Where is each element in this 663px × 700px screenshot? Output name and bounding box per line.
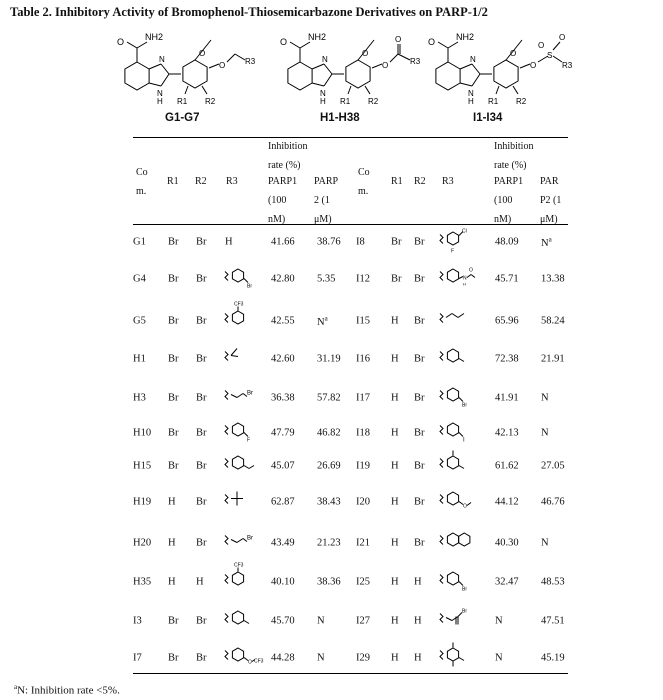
parp1-value-right: 61.62 (495, 460, 519, 472)
svg-text:O: O (469, 267, 473, 274)
compound-id-left: H19 (133, 496, 152, 508)
svg-text:O: O (463, 503, 467, 510)
svg-text:CF3: CF3 (254, 658, 264, 665)
header-parp2-right: PAR P2 (1 μM) (540, 176, 562, 225)
bromopropyl-icon (223, 383, 263, 414)
parp1-value-left: 44.28 (271, 652, 295, 664)
svg-text:O: O (559, 33, 566, 42)
r1-left: Br (168, 236, 179, 248)
header-compound-left: Co m. (136, 167, 148, 197)
parp2-value-left: 57.82 (317, 392, 341, 404)
svg-text:CF3: CF3 (234, 562, 244, 569)
parp1-value-left: 36.38 (271, 392, 295, 404)
svg-text:H: H (468, 97, 474, 106)
propyl-chain-icon (438, 306, 478, 337)
parp1-value-right: N (495, 652, 503, 664)
compound-id-right: I17 (356, 392, 370, 404)
parp1-value-left: 41.66 (271, 236, 295, 248)
r1-left: Br (168, 652, 179, 664)
compound-id-right: I8 (356, 236, 365, 248)
parp2-value-right: N (541, 427, 549, 439)
parp1-value-right: 42.13 (495, 427, 519, 439)
svg-text:N: N (322, 55, 328, 64)
acetamidophenyl-icon (438, 264, 478, 295)
parp2-value-left: 38.76 (317, 236, 341, 248)
scaffold-label-1: G1-G7 (165, 112, 200, 124)
parp2-value-left: 38.36 (317, 576, 341, 588)
svg-text:N: N (320, 89, 326, 98)
svg-text:S: S (547, 51, 553, 60)
svg-text:Br: Br (462, 608, 467, 615)
parp1-value-right: 44.12 (495, 496, 519, 508)
parp1-value-right: 32.47 (495, 576, 519, 588)
compound-id-right: I29 (356, 652, 370, 664)
tolyl-icon (438, 344, 478, 375)
parp1-value-right: 48.09 (495, 236, 519, 248)
table-caption: Table 2. Inhibitory Activity of Bromophenol-Thiosemicarbazone Derivatives on PARP-1/2 (10, 5, 488, 19)
r2-left: Br (196, 615, 207, 627)
trifluoromethylphenyl-icon (223, 301, 263, 337)
svg-text:O: O (219, 61, 226, 70)
parp1-value-right: 72.38 (495, 353, 519, 365)
bromophenyl-icon (223, 264, 263, 295)
svg-text:O: O (395, 35, 402, 44)
header-compound-right: Co m. (358, 167, 370, 197)
parp1-value-right: 41.91 (495, 392, 519, 404)
svg-text:O: O (382, 61, 389, 70)
r2-left: Br (196, 315, 207, 327)
parp2-value-right: 46.76 (541, 496, 565, 508)
r1-left: Br (168, 460, 179, 472)
svg-text:O: O (362, 49, 369, 58)
svg-text:Br: Br (247, 283, 252, 290)
svg-text:R2: R2 (205, 97, 216, 106)
header-inhibition-left: Inhibition rate (%) (268, 141, 308, 171)
parp1-value-left: 42.80 (271, 273, 295, 285)
header-parp1-right: PARP1 (100 nM) (494, 176, 524, 225)
compound-id-left: H20 (133, 537, 152, 549)
r1-right: Br (391, 236, 402, 248)
compound-id-left: G4 (133, 273, 146, 285)
compound-id-right: I19 (356, 460, 370, 472)
bromopropenyl-icon (438, 606, 478, 637)
r2-right: H (414, 615, 422, 627)
parp2-value-right: 21.91 (541, 353, 565, 365)
r2-right: H (414, 652, 422, 664)
r1-left: Br (168, 273, 179, 285)
compound-id-left: G5 (133, 315, 146, 327)
chloro-fluoro-phenyl-icon (438, 227, 478, 258)
svg-text:O: O (117, 37, 125, 47)
r1-right: H (391, 353, 399, 365)
parp2-value-right: N (541, 392, 549, 404)
r1-right: H (391, 652, 399, 664)
svg-text:R3: R3 (562, 61, 573, 70)
compound-id-right: I25 (356, 576, 370, 588)
svg-text:O: O (428, 37, 436, 47)
methoxyphenyl-icon (438, 487, 478, 518)
svg-text:Br: Br (247, 390, 253, 397)
svg-text:Br: Br (462, 402, 467, 409)
compound-id-right: I27 (356, 615, 370, 627)
svg-text:NH2: NH2 (145, 32, 164, 42)
parp2-value-left: $N^a$ (317, 314, 328, 328)
r1-right: H (391, 537, 399, 549)
r2-right: Br (414, 537, 425, 549)
r2-right: Br (414, 273, 425, 285)
parp2-value-right: 13.38 (541, 273, 565, 285)
header-parp2-left: PARP 2 (1 μM) (314, 176, 339, 225)
parp1-value-left: 43.49 (271, 537, 295, 549)
svg-text:O: O (199, 49, 206, 58)
trifluoromethoxyphenyl-icon (223, 643, 263, 674)
svg-text:N: N (463, 275, 467, 282)
svg-text:R2: R2 (516, 97, 527, 106)
r2-left: Br (196, 496, 207, 508)
compound-id-left: H1 (133, 353, 146, 365)
r1-right: H (391, 460, 399, 472)
svg-text:O: O (530, 61, 537, 70)
bromopropyl-icon (223, 528, 263, 559)
scaffold-3 (426, 28, 596, 114)
svg-text:H: H (463, 281, 466, 287)
parp1-value-right: N (495, 615, 503, 627)
r2-left: Br (196, 427, 207, 439)
svg-text:H: H (157, 97, 163, 106)
ethylphenyl-icon (223, 451, 263, 482)
svg-text:N: N (470, 55, 476, 64)
naphthyl-icon (438, 528, 478, 559)
r1-right: Br (391, 273, 402, 285)
tert-butyl-icon (223, 487, 263, 518)
parp2-value-right: 47.51 (541, 615, 565, 627)
scaffold-2 (278, 28, 448, 114)
r3-left: H (225, 236, 233, 248)
compound-id-right: I20 (356, 496, 370, 508)
r2-right: Br (414, 353, 425, 365)
svg-text:R3: R3 (245, 57, 256, 66)
r2-right: Br (414, 460, 425, 472)
r1-left: Br (168, 615, 179, 627)
header-r2-right: R2 (414, 176, 426, 187)
r2-right: Br (414, 236, 425, 248)
r1-right: H (391, 315, 399, 327)
compound-id-left: H35 (133, 576, 152, 588)
r2-left: Br (196, 537, 207, 549)
parp2-value-right: N (541, 537, 549, 549)
parp2-value-left: N (317, 652, 325, 664)
svg-text:O: O (248, 659, 252, 666)
scaffold-label-2: H1-H38 (320, 112, 360, 124)
svg-text:CF3: CF3 (234, 301, 244, 308)
compound-id-left: G1 (133, 236, 146, 248)
parp1-value-left: 42.60 (271, 353, 295, 365)
r1-right: H (391, 496, 399, 508)
header-parp1-left: PARP1 (100 nM) (268, 176, 298, 225)
parp1-value-left: 47.79 (271, 427, 295, 439)
dimethylphenyl-icon (438, 451, 478, 482)
parp1-value-right: 65.96 (495, 315, 519, 327)
parp2-value-right: 45.19 (541, 652, 565, 664)
svg-text:NH2: NH2 (308, 32, 327, 42)
svg-text:Cl: Cl (462, 228, 467, 235)
svg-text:O: O (510, 49, 517, 58)
r1-left: Br (168, 353, 179, 365)
r2-right: H (414, 576, 422, 588)
header-r1-right: R1 (391, 176, 403, 187)
svg-text:N: N (159, 55, 165, 64)
r1-right: H (391, 427, 399, 439)
parp2-value-right: 48.53 (541, 576, 565, 588)
svg-text:Br: Br (462, 586, 467, 593)
svg-text:R1: R1 (488, 97, 499, 106)
compound-id-left: H15 (133, 460, 152, 472)
parp1-value-left: 62.87 (271, 496, 295, 508)
r1-right: H (391, 615, 399, 627)
r1-right: H (391, 576, 399, 588)
svg-text:R2: R2 (368, 97, 379, 106)
svg-text:R3: R3 (410, 57, 421, 66)
compound-id-left: I3 (133, 615, 142, 627)
svg-text:NH2: NH2 (456, 32, 475, 42)
svg-text:H: H (320, 97, 326, 106)
r1-left: H (168, 537, 176, 549)
tolyl-icon (223, 606, 263, 637)
r2-right: Br (414, 315, 425, 327)
r2-left: Br (196, 273, 207, 285)
svg-text:N: N (157, 89, 163, 98)
table-bottom-rule (133, 673, 568, 674)
parp2-value-left: 21.23 (317, 537, 341, 549)
svg-text:I: I (463, 437, 465, 444)
header-inhibition-right: Inhibition rate (%) (494, 141, 534, 171)
svg-text:R1: R1 (340, 97, 351, 106)
parp2-value-left: 5.35 (317, 273, 336, 285)
r2-left: H (196, 576, 204, 588)
svg-text:F: F (451, 248, 455, 255)
header-r1-left: R1 (167, 176, 179, 187)
r1-left: Br (168, 315, 179, 327)
parp2-value-left: 31.19 (317, 353, 341, 365)
parp1-value-right: 45.71 (495, 273, 519, 285)
r1-right: H (391, 392, 399, 404)
r1-left: H (168, 576, 176, 588)
r1-left: H (168, 496, 176, 508)
compound-id-right: I12 (356, 273, 370, 285)
bromophenyl-icon (438, 383, 478, 414)
r2-left: Br (196, 353, 207, 365)
scaffold-label-3: I1-I34 (473, 112, 503, 124)
parp1-value-left: 42.55 (271, 315, 295, 327)
compound-id-left: H10 (133, 427, 152, 439)
r2-left: Br (196, 392, 207, 404)
r1-left: Br (168, 392, 179, 404)
svg-text:F: F (247, 437, 251, 444)
trimethylphenyl-icon (438, 643, 478, 674)
parp2-value-left: N (317, 615, 325, 627)
trifluoromethylphenyl-icon (223, 562, 263, 598)
r2-right: Br (414, 496, 425, 508)
r2-left: Br (196, 236, 207, 248)
svg-text:O: O (280, 37, 288, 47)
iodophenyl-icon (438, 418, 478, 449)
compound-id-left: H3 (133, 392, 146, 404)
footnote: $^a$N: Inhibition rate <5%. (14, 683, 120, 697)
compound-id-left: I7 (133, 652, 142, 664)
header-r3-right: R3 (442, 176, 454, 187)
svg-text:R1: R1 (177, 97, 188, 106)
svg-text:Br: Br (247, 535, 253, 542)
r2-left: Br (196, 652, 207, 664)
methyl-icon (223, 344, 263, 375)
parp2-value-right: 27.05 (541, 460, 565, 472)
parp1-value-right: 40.30 (495, 537, 519, 549)
header-r3-left: R3 (226, 176, 238, 187)
scaffold-1 (115, 28, 288, 114)
parp2-value-left: 46.82 (317, 427, 341, 439)
header-r2-left: R2 (195, 176, 207, 187)
bromophenyl-icon (438, 567, 478, 598)
svg-text:O: O (538, 41, 545, 50)
parp1-value-left: 45.07 (271, 460, 295, 472)
parp1-value-left: 45.70 (271, 615, 295, 627)
compound-id-right: I16 (356, 353, 370, 365)
parp2-value-left: 38.43 (317, 496, 341, 508)
r1-left: Br (168, 427, 179, 439)
r2-right: Br (414, 427, 425, 439)
fluorophenyl-icon (223, 418, 263, 449)
r2-right: Br (414, 392, 425, 404)
r2-left: Br (196, 460, 207, 472)
parp2-value-right: 58.24 (541, 315, 565, 327)
parp1-value-left: 40.10 (271, 576, 295, 588)
svg-text:N: N (468, 89, 474, 98)
compound-id-right: I21 (356, 537, 370, 549)
parp2-value-left: 26.69 (317, 460, 341, 472)
compound-id-right: I18 (356, 427, 370, 439)
parp2-value-right: $N^a$ (541, 235, 552, 249)
compound-id-right: I15 (356, 315, 370, 327)
